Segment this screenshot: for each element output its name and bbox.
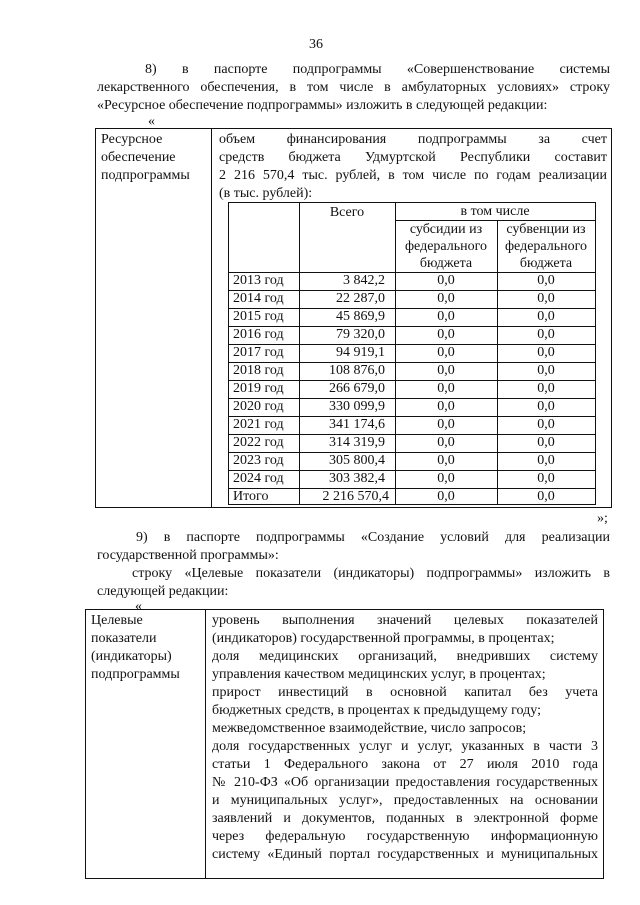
row-total: 330 099,9 [329, 399, 385, 414]
resource-desc-4: (в тыс. рублей): [219, 186, 313, 201]
header-including: в том числе [460, 204, 530, 219]
row-total: 266 679,0 [329, 381, 385, 396]
row-subsidies: 0,0 [437, 453, 455, 468]
row-year: 2020 год [233, 399, 284, 414]
item9-open-quote: « [135, 599, 142, 614]
indicator-line: № 210-ФЗ «Об организации предоставления государственных [212, 775, 598, 790]
resource-label-1: Ресурсное [101, 132, 163, 147]
row-year: Итого [233, 489, 269, 504]
indicators-label-4: подпрограммы [91, 667, 180, 682]
indicators-label-1: Целевые [91, 613, 143, 628]
indicator-line: прирост инвестиций в основной капитал без учета [212, 685, 598, 700]
row-subventions: 0,0 [537, 345, 555, 360]
row-year: 2016 год [233, 327, 284, 342]
row-subsidies: 0,0 [437, 291, 455, 306]
row-total: 45 869,9 [336, 309, 385, 324]
row-total: 3 842,2 [343, 273, 385, 288]
indicator-line: управления качеством медицинских услуг, в процентах; [212, 667, 546, 682]
row-year: 2014 год [233, 291, 284, 306]
row-total: 94 919,1 [336, 345, 385, 360]
row-total: 305 800,4 [329, 453, 385, 468]
indicator-line: систему «Единый портал государственных и муниципальных [212, 847, 598, 862]
row-year: 2024 год [233, 471, 284, 486]
item8-line-2: лекарственного обеспечения, в том числе в амбулаторных условиях» строку [97, 80, 610, 95]
row-subsidies: 0,0 [437, 309, 455, 324]
header-subventions-2: федерального [504, 239, 588, 254]
row-year: 2015 год [233, 309, 284, 324]
row-subsidies: 0,0 [437, 327, 455, 342]
row-total: 79 320,0 [336, 327, 385, 342]
indicator-line: доля медицинских организаций, внедривших систему [212, 649, 598, 664]
row-total: 303 382,4 [329, 471, 385, 486]
row-total: 314 319,9 [329, 435, 385, 450]
row-subsidies: 0,0 [437, 363, 455, 378]
row-total: 2 216 570,4 [322, 489, 389, 504]
row-total: 22 287,0 [336, 291, 385, 306]
row-subsidies: 0,0 [437, 417, 455, 432]
row-subventions: 0,0 [537, 417, 555, 432]
indicator-line: через федеральную государственную информационную [212, 829, 598, 844]
indicator-line: бюджетных средств, в процентах к предыдущему году; [212, 703, 541, 718]
row-year: 2019 год [233, 381, 284, 396]
row-subsidies: 0,0 [437, 489, 455, 504]
header-subsidies-2: федерального [404, 239, 488, 254]
row-subventions: 0,0 [537, 291, 555, 306]
row-subsidies: 0,0 [437, 435, 455, 450]
row-subsidies: 0,0 [437, 471, 455, 486]
item9-line-1: 9) в паспорте подпрограммы «Создание условий для реализации [136, 530, 610, 545]
resource-label-3: подпрограммы [101, 168, 190, 183]
row-subventions: 0,0 [537, 327, 555, 342]
resource-desc-2: средств бюджета Удмуртской Республики составит [219, 150, 607, 165]
indicators-label-2: показатели [91, 631, 157, 646]
row-subventions: 0,0 [537, 471, 555, 486]
item9-line-4: следующей редакции: [97, 584, 229, 599]
row-total: 341 174,6 [329, 417, 385, 432]
row-total: 108 876,0 [329, 363, 385, 378]
row-subventions: 0,0 [537, 435, 555, 450]
row-year: 2023 год [233, 453, 284, 468]
item8-open-quote: « [148, 114, 155, 129]
header-subsidies-3: бюджета [419, 256, 473, 271]
indicator-line: (индикаторов) государственной программы, в процентах; [212, 631, 555, 646]
row-subventions: 0,0 [537, 381, 555, 396]
row-subsidies: 0,0 [437, 399, 455, 414]
row-year: 2013 год [233, 273, 284, 288]
header-subsidies-1: субсидии из [409, 222, 483, 237]
row-year: 2021 год [233, 417, 284, 432]
resource-label-2: обеспечение [101, 150, 176, 165]
item8-line-1: 8) в паспорте подпрограммы «Совершенствование системы [145, 62, 610, 77]
header-total: Всего [329, 205, 365, 220]
row-subventions: 0,0 [537, 309, 555, 324]
item8-close-quote: »; [597, 511, 608, 526]
indicator-line: и муниципальных услуг», предоставленных на основании [212, 793, 598, 808]
row-year: 2017 год [233, 345, 284, 360]
resource-desc-3: 2 216 570,4 тыс. рублей, в том числе по годам реализации [219, 168, 607, 183]
indicator-line: доля государственных услуг и услуг, указанных в части 3 [212, 739, 598, 754]
item9-line-3: строку «Целевые показатели (индикаторы) подпрограммы» изложить в [132, 566, 610, 581]
row-subsidies: 0,0 [437, 273, 455, 288]
row-year: 2022 год [233, 435, 284, 450]
row-subventions: 0,0 [537, 453, 555, 468]
row-subventions: 0,0 [537, 489, 555, 504]
indicators-label-3: (индикаторы) [91, 649, 172, 664]
item9-line-2: государственной программы»: [97, 548, 279, 563]
page-number: 36 [309, 37, 323, 52]
row-subventions: 0,0 [537, 273, 555, 288]
header-subventions-3: бюджета [519, 256, 573, 271]
indicator-line: межведомственное взаимодействие, число запросов; [212, 721, 527, 736]
row-subsidies: 0,0 [437, 381, 455, 396]
indicator-line: уровень выполнения значений целевых показателей [212, 613, 598, 628]
item8-line-3: «Ресурсное обеспечение подпрограммы» изложить в следующей редакции: [97, 98, 548, 113]
header-subventions-1: субвенции из [506, 222, 586, 237]
indicator-line: заявлений и документов, поданных в электронной форме [212, 811, 598, 826]
row-year: 2018 год [233, 363, 284, 378]
row-subventions: 0,0 [537, 363, 555, 378]
resource-desc-1: объем финансирования подпрограммы за счет [219, 132, 607, 147]
row-subsidies: 0,0 [437, 345, 455, 360]
row-subventions: 0,0 [537, 399, 555, 414]
indicator-line: статьи 1 Федерального закона от 27 июля 2010 года [212, 757, 598, 772]
